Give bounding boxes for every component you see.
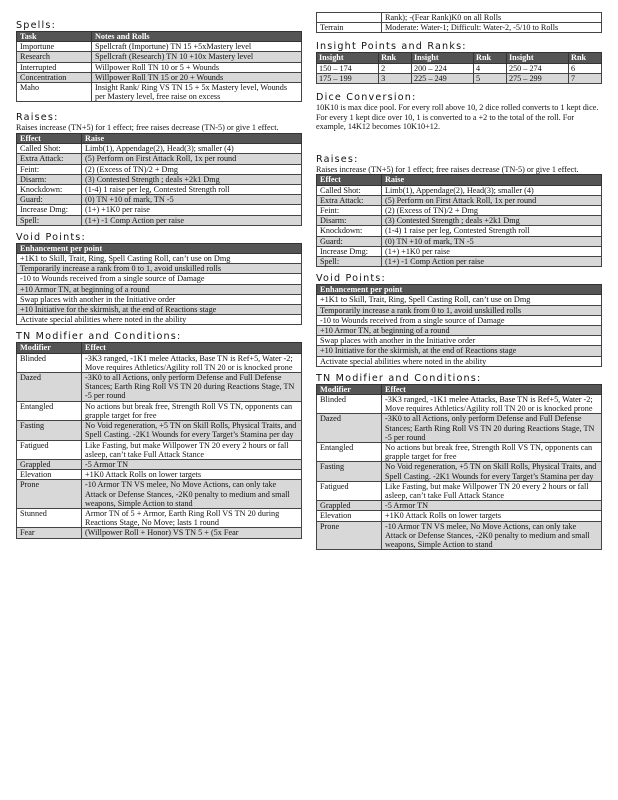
void-table: [316, 284, 602, 367]
table-row: [17, 185, 302, 195]
table-cell: Like Fasting, but make Willpower TN 20 every 2 hours or fall asleep, can’t take Full Attack Stance: [82, 440, 302, 459]
column-header: Rnk: [474, 53, 507, 63]
table-cell: No actions but break free, Strength Roll VS TN, opponents can grapple target for free: [382, 443, 602, 462]
table-row: [17, 254, 302, 264]
table-cell: Armor TN of 5 + Armor, Earth Ring Roll VS TN 20 during Reactions Stage, No Move; lasts 1 round: [82, 508, 302, 527]
void-table: [16, 243, 302, 326]
column-header: Rnk: [379, 53, 412, 63]
table-cell: 5: [474, 73, 507, 83]
table-cell: Swap places with another in the Initiative order: [17, 294, 302, 304]
table-row: [317, 521, 602, 550]
table-cell: +1K0 Attack Rolls on lower targets: [382, 511, 602, 521]
table-cell: (1-4) 1 raise per leg, Contested Strength roll: [382, 226, 602, 236]
table-row: [17, 373, 302, 402]
table-row: [17, 42, 302, 52]
table-cell: Like Fasting, but make Willpower TN 20 every 2 hours or fall asleep, can’t take Full Attack Stance: [382, 481, 602, 500]
table-cell: Willpower Roll TN 10 or 5 + Wounds: [92, 62, 302, 72]
table-row: [317, 216, 602, 226]
column-header: Effect: [17, 134, 82, 144]
table-header-row: [317, 175, 602, 185]
raises-table: [16, 133, 302, 226]
table-cell: Temporarily increase a rank from 0 to 1, avoid unskilled rolls: [317, 305, 602, 315]
table-cell: 200 – 224: [411, 63, 473, 73]
table-cell: 150 – 174: [317, 63, 379, 73]
table-row: [17, 83, 302, 102]
table-cell: Terrain: [317, 23, 382, 33]
table-row: [317, 346, 602, 356]
table-row: [317, 462, 602, 481]
table-cell: (1+) +1K0 per raise: [82, 205, 302, 215]
tn-table: [316, 384, 602, 550]
column-header: Effect: [317, 175, 382, 185]
table-cell: Dazed: [317, 414, 382, 443]
table-row: [317, 63, 602, 73]
table-cell: +1K0 Attack Rolls on lower targets: [82, 470, 302, 480]
column-header: Rnk: [569, 53, 602, 63]
column-header: Raise: [82, 134, 302, 144]
insight-heading: Insight Points and Ranks:: [316, 41, 467, 53]
table-row: [17, 72, 302, 82]
table-cell: 4: [474, 63, 507, 73]
table-cell: [317, 13, 382, 23]
dice-heading: Dice Conversion:: [316, 92, 417, 104]
table-cell: Maho: [17, 83, 92, 102]
table-row: [317, 195, 602, 205]
table-cell: -10 Armor TN VS melee, No Move Actions, can only take Attack or Defense Stances, -2K0 penalty to medium and small weapons, Simple Action to stand: [382, 521, 602, 550]
column-header: Effect: [82, 343, 302, 353]
table-cell: (1+) -1 Comp Action per raise: [82, 215, 302, 225]
table-row: [317, 414, 602, 443]
table-cell: +1K1 to Skill, Trait, Ring, Spell Casting Roll, can’t use on Dmg: [17, 254, 302, 264]
table-cell: -3K3 ranged, -1K1 melee Attacks, Base TN is Ref+5, Water -2; Move requires Athletics/Agility roll TN 20 or is knocked prone: [82, 353, 302, 372]
table-row: [17, 470, 302, 480]
column-header: Enhancement per point: [317, 285, 602, 295]
table-cell: 7: [569, 73, 602, 83]
fear-continued-table: [316, 12, 602, 33]
table-cell: Research: [17, 52, 92, 62]
table-row: [17, 294, 302, 304]
table-cell: (1+) -1 Comp Action per raise: [382, 257, 602, 267]
table-cell: Knockdown:: [317, 226, 382, 236]
table-cell: Interrupted: [17, 62, 92, 72]
table-row: [17, 205, 302, 215]
table-cell: (0) TN +10 of mark, TN -5: [382, 236, 602, 246]
table-cell: Fasting: [17, 421, 82, 440]
table-row: [317, 501, 602, 511]
table-cell: +1K1 to Skill, Trait, Ring, Spell Casting Roll, can’t use on Dmg: [317, 295, 602, 305]
table-cell: Fatigued: [17, 440, 82, 459]
table-row: [17, 480, 302, 509]
table-row: [317, 246, 602, 256]
table-row: [17, 144, 302, 154]
table-row: [317, 23, 602, 33]
table-cell: (5) Perform on First Attack Roll, 1x per round: [82, 154, 302, 164]
table-row: [317, 395, 602, 414]
table-row: [317, 185, 602, 195]
table-cell: Entangled: [317, 443, 382, 462]
right-column: [316, 0, 602, 550]
table-row: [17, 401, 302, 420]
table-cell: Spell:: [17, 215, 82, 225]
table-cell: 250 – 274: [506, 63, 568, 73]
table-cell: Swap places with another in the Initiative order: [317, 336, 602, 346]
table-cell: Limb(1), Appendage(2), Head(3); smaller (4): [382, 185, 602, 195]
table-cell: 2: [379, 63, 412, 73]
table-row: [17, 440, 302, 459]
table-cell: Blinded: [17, 353, 82, 372]
table-row: [17, 508, 302, 527]
table-cell: -10 to Wounds received from a single source of Damage: [317, 315, 602, 325]
table-row: [317, 236, 602, 246]
table-row: [317, 481, 602, 500]
table-header-row: [17, 134, 302, 144]
table-cell: No Void regeneration, +5 TN on Skill Rolls, Physical Traits, and Spell Casting. -2K1 Wounds for every Target’s Stamina per day: [82, 421, 302, 440]
table-row: [317, 305, 602, 315]
table-row: [17, 215, 302, 225]
table-cell: -3K0 to all Actions, only perform Defense and Full Defense Stances; Earth Ring Roll VS TN 20 during Reactions Stage, TN -5 per round: [82, 373, 302, 402]
table-cell: Grappled: [317, 501, 382, 511]
table-cell: Entangled: [17, 401, 82, 420]
table-cell: Increase Dmg:: [317, 246, 382, 256]
tn-table: [16, 342, 302, 538]
table-row: [17, 284, 302, 294]
table-cell: -10 Armor TN VS melee, No Move Actions, can only take Attack or Defense Stances, -2K0 penalty to medium and small weapons, Simple Action to stand: [82, 480, 302, 509]
table-cell: Spellcraft (Importune) TN 15 +5xMastery level: [92, 42, 302, 52]
table-row: [317, 295, 602, 305]
spells-heading: Spells:: [16, 20, 57, 31]
table-cell: (3) Contested Strength ; deals +2k1 Dmg: [82, 174, 302, 184]
table-cell: (3) Contested Strength ; deals +2k1 Dmg: [382, 216, 602, 226]
table-row: [17, 174, 302, 184]
left-column: [16, 0, 302, 539]
table-cell: Temporarily increase a rank from 0 to 1, avoid unskilled rolls: [17, 264, 302, 274]
column-header: Notes and Rolls: [92, 32, 302, 42]
table-cell: Concentration: [17, 72, 92, 82]
column-header: Modifier: [17, 343, 82, 353]
raises-heading: Raises:: [316, 153, 359, 165]
table-cell: -5 Armor TN: [382, 501, 602, 511]
table-row: [17, 421, 302, 440]
table-row: [317, 326, 602, 336]
table-row: [17, 264, 302, 274]
table-cell: Limb(1), Appendage(2), Head(3); smaller (4): [82, 144, 302, 154]
table-cell: Activate special abilities where noted in the ability: [317, 356, 602, 366]
table-cell: Called Shot:: [317, 185, 382, 195]
table-cell: (5) Perform on First Attack Roll, 1x per round: [382, 195, 602, 205]
table-cell: Disarm:: [317, 216, 382, 226]
table-cell: (0) TN +10 of mark, TN -5: [82, 195, 302, 205]
table-cell: +10 Armor TN, at beginning of a round: [317, 326, 602, 336]
table-row: [17, 528, 302, 538]
column-header: Insight: [411, 53, 473, 63]
table-cell: +10 Initiative for the skirmish, at the end of Reactions stage: [17, 305, 302, 315]
table-cell: Elevation: [317, 511, 382, 521]
table-cell: Guard:: [317, 236, 382, 246]
table-cell: (2) (Excess of TN)/2 + Dmg: [382, 206, 602, 216]
table-cell: -10 to Wounds received from a single source of Damage: [17, 274, 302, 284]
table-cell: Stunned: [17, 508, 82, 527]
table-cell: Rank); -(Fear Rank)K0 on all Rolls: [382, 13, 602, 23]
table-cell: Called Shot:: [17, 144, 82, 154]
table-row: [317, 257, 602, 267]
table-header-row: [17, 243, 302, 253]
table-cell: Increase Dmg:: [17, 205, 82, 215]
table-row: [17, 62, 302, 72]
table-cell: No Void regeneration, +5 TN on Skill Rolls, Physical Traits, and Spell Casting. -2K1 Wounds for every Target’s Stamina per day: [382, 462, 602, 481]
table-cell: Knockdown:: [17, 185, 82, 195]
table-cell: Spell:: [317, 257, 382, 267]
column-header: Insight: [317, 53, 379, 63]
table-cell: 3: [379, 73, 412, 83]
table-header-row: [317, 384, 602, 394]
table-cell: Disarm:: [17, 174, 82, 184]
table-cell: 6: [569, 63, 602, 73]
table-row: [17, 459, 302, 469]
table-cell: -3K0 to all Actions, only perform Defense and Full Defense Stances; Earth Ring Roll VS TN 20 during Reactions Stage, TN -5 per round: [382, 414, 602, 443]
table-cell: Activate special abilities where noted in the ability: [17, 315, 302, 325]
table-cell: (1+) +1K0 per raise: [382, 246, 602, 256]
table-row: [317, 73, 602, 83]
table-cell: Prone: [17, 480, 82, 509]
table-cell: Elevation: [17, 470, 82, 480]
table-row: [317, 336, 602, 346]
table-row: [317, 315, 602, 325]
table-row: [317, 226, 602, 236]
table-cell: Blinded: [317, 395, 382, 414]
table-cell: 225 – 249: [411, 73, 473, 83]
table-cell: Spellcraft (Research) TN 10 +10x Mastery level: [92, 52, 302, 62]
table-cell: Fear: [17, 528, 82, 538]
table-row: [17, 195, 302, 205]
table-header-row: [317, 285, 602, 295]
table-row: [317, 206, 602, 216]
table-cell: +10 Armor TN, at beginning of a round: [17, 284, 302, 294]
table-cell: No actions but break free, Strength Roll VS TN, opponents can grapple target for free: [82, 401, 302, 420]
spells-table: [16, 31, 302, 102]
table-cell: 175 – 199: [317, 73, 379, 83]
raises-table: [316, 174, 602, 267]
table-row: [17, 305, 302, 315]
tn-heading: TN Modifier and Conditions:: [16, 331, 182, 343]
dice-text: 10K10 is max dice pool. For every roll above 10, 2 dice rolled converts to 1 kept dice. For every 1 kept dice over 10, 1 is converted to a +2 to the total of the roll. For example, 14K12 becomes 10K10+12.: [316, 103, 599, 132]
table-header-row: [317, 53, 602, 63]
table-cell: Dazed: [17, 373, 82, 402]
table-cell: Extra Attack:: [317, 195, 382, 205]
table-row: [17, 154, 302, 164]
table-header-row: [17, 343, 302, 353]
table-cell: Extra Attack:: [17, 154, 82, 164]
table-cell: (Willpower Roll + Honor) VS TN 5 + (5x Fear: [82, 528, 302, 538]
table-cell: Fatigued: [317, 481, 382, 500]
table-cell: (2) (Excess of TN)/2 + Dmg: [82, 164, 302, 174]
insight-table: [316, 52, 602, 84]
table-row: [17, 164, 302, 174]
column-header: Raise: [382, 175, 602, 185]
table-cell: Importune: [17, 42, 92, 52]
table-header-row: [17, 32, 302, 42]
table-row: [317, 511, 602, 521]
table-row: [17, 52, 302, 62]
table-cell: -3K3 ranged, -1K1 melee Attacks, Base TN is Ref+5, Water -2; Move requires Athletics/Agility roll TN 20 or is knocked prone: [382, 395, 602, 414]
table-cell: -5 Armor TN: [82, 459, 302, 469]
table-cell: Insight Rank/ Ring VS TN 15 + 5x Mastery level, Wounds per Mastery level, free raise on excess: [92, 83, 302, 102]
column-header: Insight: [506, 53, 568, 63]
column-header: Enhancement per point: [17, 243, 302, 253]
table-cell: (1-4) 1 raise per leg, Contested Strength roll: [82, 185, 302, 195]
column-header: Task: [17, 32, 92, 42]
table-cell: Grappled: [17, 459, 82, 469]
table-cell: Guard:: [17, 195, 82, 205]
tn-heading: TN Modifier and Conditions:: [316, 372, 482, 384]
table-cell: +10 Initiative for the skirmish, at the end of Reactions stage: [317, 346, 602, 356]
table-cell: Feint:: [17, 164, 82, 174]
void-heading: Void Points:: [316, 273, 386, 285]
raises-intro: Raises increase (TN+5) for 1 effect; free raises decrease (TN-5) or give 1 effect.: [316, 164, 579, 174]
column-header: Modifier: [317, 384, 382, 394]
raises-heading: Raises:: [16, 112, 59, 124]
table-row: [317, 356, 602, 366]
table-cell: Fasting: [317, 462, 382, 481]
table-cell: Prone: [317, 521, 382, 550]
raises-intro: Raises increase (TN+5) for 1 effect; free raises decrease (TN-5) or give 1 effect.: [16, 123, 279, 133]
table-row: [17, 315, 302, 325]
table-cell: Willpower Roll TN 15 or 20 + Wounds: [92, 72, 302, 82]
void-heading: Void Points:: [16, 231, 86, 243]
table-cell: Moderate: Water-1; Difficult: Water-2, -5/10 to Rolls: [382, 23, 602, 33]
table-row: [317, 443, 602, 462]
table-row: [17, 353, 302, 372]
table-cell: 275 – 299: [506, 73, 568, 83]
table-row: [317, 13, 602, 23]
table-cell: Feint:: [317, 206, 382, 216]
column-header: Effect: [382, 384, 602, 394]
table-row: [17, 274, 302, 284]
